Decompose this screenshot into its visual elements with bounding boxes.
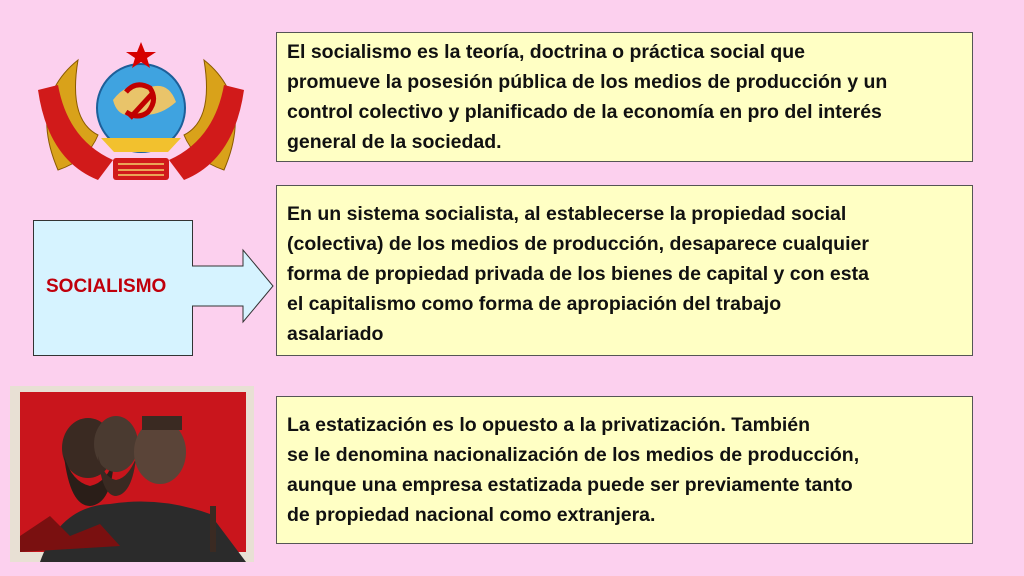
text-line: general de la sociedad. [287, 131, 502, 153]
text-line: La estatización es lo opuesto a la privatización. También [287, 414, 811, 436]
text-line: se le denomina nacionalización de los medios de producción, [287, 444, 860, 466]
socialismo-callout [33, 220, 275, 356]
text-line: (colectiva) de los medios de producción, desaparece cualquier [287, 233, 869, 255]
revolutionary-poster-image [10, 386, 254, 562]
text-line: el capitalismo como forma de apropiación del trabajo [287, 293, 782, 315]
socialismo-title: SOCIALISMO [46, 276, 167, 297]
socialist-system-textbox [276, 185, 973, 356]
text-line: asalariado [287, 323, 384, 345]
text-line: En un sistema socialista, al establecerse la propiedad social [287, 203, 847, 225]
text-line: promueve la posesión pública de los medios de producción y un [287, 71, 888, 93]
state-emblem-image [18, 40, 264, 188]
estatizacion-textbox [276, 396, 973, 544]
definition-textbox [276, 32, 973, 162]
text-line: control colectivo y planificado de la economía en pro del interés [287, 101, 882, 123]
text-line: forma de propiedad privada de los bienes de capital y con esta [287, 263, 869, 285]
text-line: aunque una empresa estatizada puede ser previamente tanto [287, 474, 853, 496]
text-line: El socialismo es la teoría, doctrina o práctica social que [287, 41, 806, 63]
text-line: de propiedad nacional como extranjera. [287, 504, 656, 526]
